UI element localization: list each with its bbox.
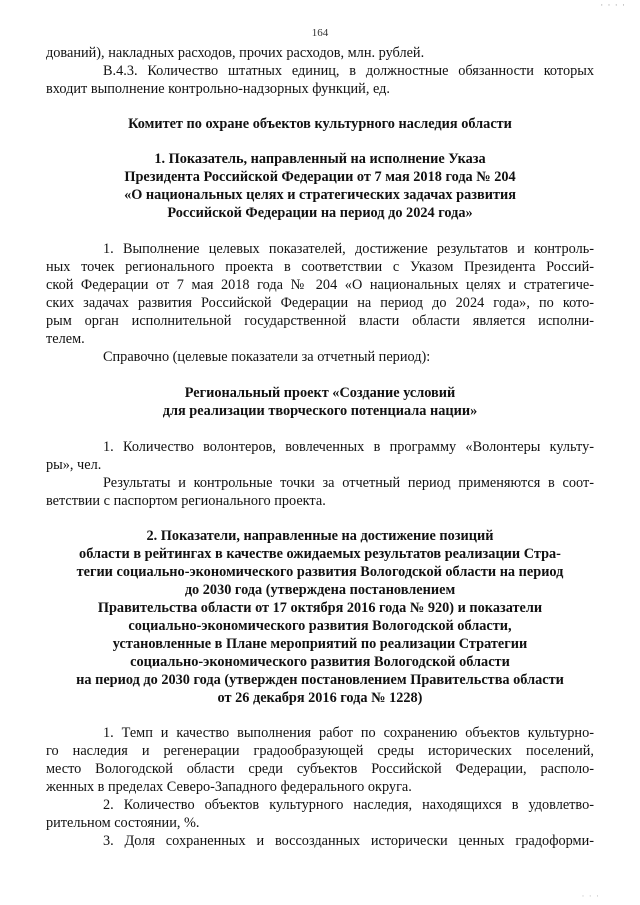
section-heading-1: 1. Показатель, направленный на исполнение Указа — [154, 151, 486, 167]
text-line: входит выполнение контрольно-надзорных функций, ед. — [46, 81, 390, 97]
paragraph-line: ских задачах развития Российской Федерации на период до 2024 года», по кото- — [46, 295, 594, 311]
section-heading-2: социально-экономического развития Вологодской области, — [128, 618, 512, 634]
section-heading-2: 2. Показатели, направленные на достижение позиций — [146, 528, 494, 544]
paragraph-line: Результаты и контрольные точки за отчетный период применяются в соот- — [103, 475, 594, 491]
text-line: В.4.3. Количество штатных единиц, в должностные обязанности которых — [103, 63, 594, 79]
section-heading-2: социально-экономического развития Вологодской области — [130, 654, 510, 670]
section-heading-1: Российской Федерации на период до 2024 года» — [167, 205, 473, 221]
paragraph-line: телем. — [46, 331, 85, 347]
paragraph-line: ветствии с паспортом регионального проекта. — [46, 493, 326, 509]
text-line: дований), накладных расходов, прочих расходов, млн. рублей. — [46, 45, 425, 61]
section-heading-2: от 26 декабря 2016 года № 1228) — [217, 690, 423, 706]
paragraph-line: 1. Темп и качество выполнения работ по сохранению объектов культурно- — [103, 725, 594, 741]
paragraph-line: 2. Количество объектов культурного наследия, находящихся в удовлетво- — [103, 797, 594, 813]
section-heading-2: установленные в Плане мероприятий по реализации Стратегии — [112, 636, 528, 652]
paragraph-line: ской Федерации от 7 мая 2018 года № 204 «О национальных целях и стратегиче- — [46, 277, 594, 293]
section-heading-1: Президента Российской Федерации от 7 мая 2018 года № 204 — [124, 169, 516, 185]
paragraph-line: 1. Выполнение целевых показателей, достижение результатов и контроль- — [103, 241, 594, 257]
paragraph-line: место Вологодской области среди субъектов Российской Федерации, располо- — [46, 761, 594, 777]
paragraph-line: рительном состоянии, %. — [46, 815, 200, 831]
section-heading-2: до 2030 года (утверждена постановлением — [184, 582, 456, 598]
paragraph-line: 3. Доля сохраненных и воссозданных исторически ценных градоформи- — [103, 833, 594, 849]
section-heading-committee: Комитет по охране объектов культурного наследия области — [128, 116, 512, 132]
paragraph-line: 1. Количество волонтеров, вовлеченных в программу «Волонтеры культу- — [103, 439, 594, 455]
paragraph-line: ры», чел. — [46, 457, 102, 473]
paragraph-line: рым орган исполнительной государственной власти области является исполни- — [46, 313, 594, 329]
paragraph-line: женных в пределах Северо-Западного федерального округа. — [46, 779, 412, 795]
project-heading: Региональный проект «Создание условий — [184, 385, 456, 401]
paragraph-line: го наследия и регенерации градообразующей среды исторических поселений, — [46, 743, 594, 759]
paragraph-line: ных точек регионального проекта в соответствии с Указом Президента Россий- — [46, 259, 594, 275]
scan-corner-mark-bottom: · · · — [581, 891, 600, 901]
page-number: 164 — [311, 27, 329, 39]
project-heading: для реализации творческого потенциала нации» — [162, 403, 478, 419]
section-heading-2: на период до 2030 года (утвержден постановлением Правительства области — [76, 672, 564, 688]
section-heading-1: «О национальных целях и стратегических задачах развития — [124, 187, 516, 203]
section-heading-2: области в рейтингах в качестве ожидаемых результатов реализации Стра- — [79, 546, 561, 562]
section-heading-2: Правительства области от 17 октября 2016 года № 920) и показатели — [97, 600, 543, 616]
section-heading-2: тегии социально-экономического развития Вологодской области на период — [76, 564, 564, 580]
paragraph-line: Справочно (целевые показатели за отчетный период): — [103, 349, 431, 365]
scan-corner-mark-top: · · · · — [600, 0, 626, 10]
